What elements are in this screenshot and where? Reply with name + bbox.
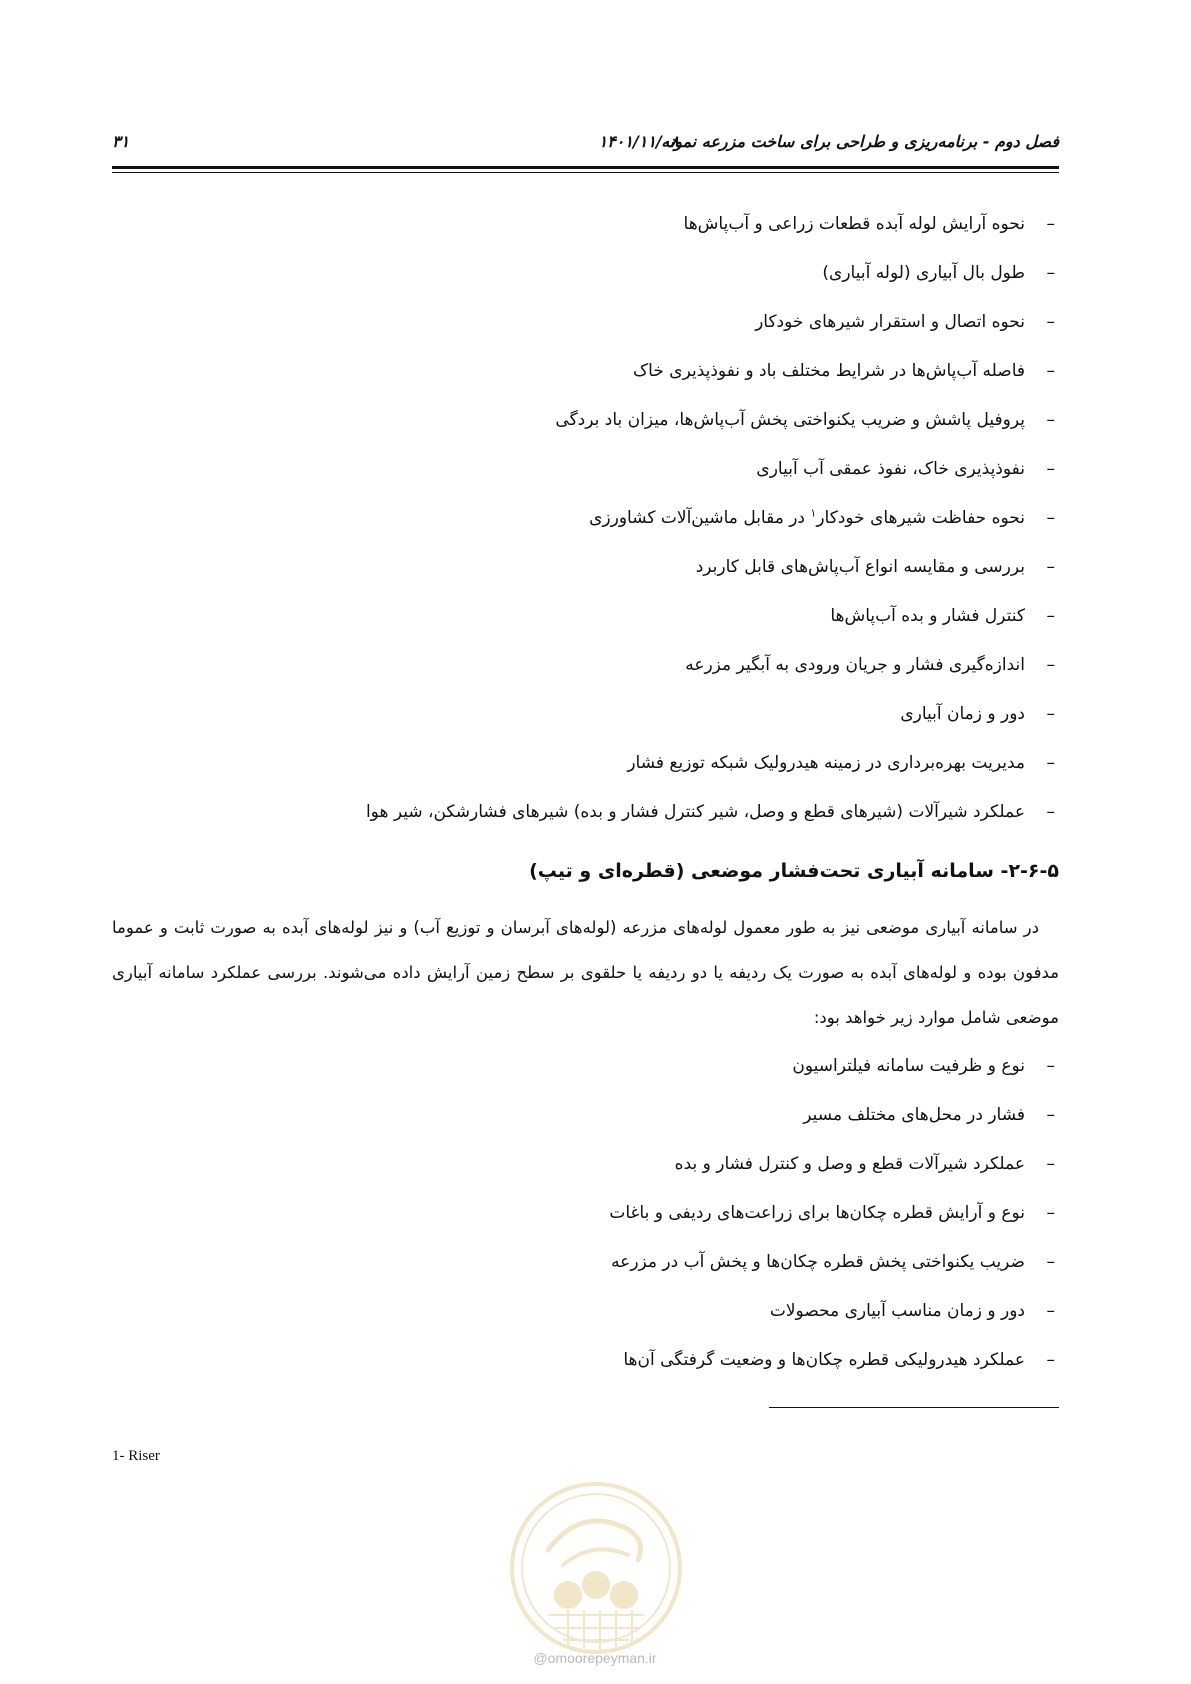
bullet-dash: – — [1046, 263, 1055, 283]
list-item: – دور و زمان مناسب آبیاری محصولات — [112, 1287, 1025, 1336]
section-paragraph: در سامانه آبیاری موضعی نیز به طور معمول لوله‌های مزرعه (لوله‌های آبرسان و توزیع آب) و نیز لوله‌های آبده به صورت ثابت و عموما مدفون بوده و لوله‌های آبده به صورت یک ردیفه یا دو ردیفه یا حلقوی بر سطح زمین آرایش داده می‌شوند. بررسی عملکرد سامانه آبیاری موضعی شامل موارد زیر خواهد بود: — [112, 918, 1059, 1027]
list-item: – کنترل فشار و بده آب‌پاش‌ها — [112, 592, 1025, 641]
header-rule-thick — [112, 166, 1059, 169]
list-item: – نوع و ظرفیت سامانه فیلتراسیون — [112, 1042, 1025, 1091]
watermark-logo-icon — [508, 1480, 684, 1656]
chapter-title: فصل دوم - برنامه‌ریزی و طراحی برای ساخت مزرعه نمونه — [661, 132, 1059, 151]
watermark-url: @omoorepeyman.ir — [533, 1650, 657, 1666]
list-item: – ضریب یکنواختی پخش قطره چکان‌ها و پخش آب در مزرعه — [112, 1238, 1025, 1287]
list-item: – نحوه آرایش لوله آبده قطعات زراعی و آب‌پاش‌ها — [112, 200, 1025, 249]
bullet-dash: – — [1046, 1203, 1055, 1223]
footnote-separator — [769, 1407, 1059, 1408]
bullet-dash: – — [1046, 1252, 1055, 1272]
list-item: – عملکرد شیرآلات (شیرهای قطع و وصل، شیر کنترل فشار و بده) شیرهای فشارشکن، شیر هوا — [112, 788, 1025, 837]
footnote-ref: ۱ — [810, 506, 817, 520]
header-date: ۱۴۰۱/۱۱/۰۸ — [598, 132, 679, 151]
bullet-dash: – — [1046, 655, 1055, 675]
bullet-dash: – — [1046, 704, 1055, 724]
footnote: 1- Riser — [112, 1448, 160, 1464]
list-item: – طول بال آبیاری (لوله آبیاری) — [112, 249, 1025, 298]
list-item: – بررسی و مقایسه انواع آب‌پاش‌های قابل کاربرد — [112, 543, 1025, 592]
bullet-dash: – — [1046, 410, 1055, 430]
bullet-dash: – — [1046, 557, 1055, 577]
page-content — [112, 200, 1059, 1385]
bullet-dash: – — [1046, 802, 1055, 822]
bullet-list-sprinkler — [112, 200, 1059, 837]
list-item: – عملکرد هیدرولیکی قطره چکان‌ها و وضعیت گرفتگی آن‌ها — [112, 1336, 1025, 1385]
bullet-dash: – — [1046, 361, 1055, 381]
bullet-dash: – — [1046, 1105, 1055, 1125]
bullet-dash: – — [1046, 1154, 1055, 1174]
bullet-list-drip — [112, 1042, 1059, 1385]
bullet-dash: – — [1046, 753, 1055, 773]
page-number: ۳۱ — [112, 132, 130, 151]
page-header — [112, 128, 1059, 164]
bullet-dash: – — [1046, 1301, 1055, 1321]
list-item: – مدیریت بهره‌برداری در زمینه هیدرولیک شبکه توزیع فشار — [112, 739, 1025, 788]
list-item: – پروفیل پاشش و ضریب یکنواختی پخش آب‌پاش‌ها، میزان باد بردگی — [112, 396, 1025, 445]
list-item: – عملکرد شیرآلات قطع و وصل و کنترل فشار و بده — [112, 1140, 1025, 1189]
list-item: – دور و زمان آبیاری — [112, 690, 1025, 739]
bullet-dash: – — [1046, 214, 1055, 234]
list-item: – نحوه اتصال و استقرار شیرهای خودکار — [112, 298, 1025, 347]
header-rule-thin — [112, 172, 1059, 173]
bullet-dash: – — [1046, 508, 1055, 528]
bullet-dash: – — [1046, 312, 1055, 332]
list-item: – فاصله آب‌پاش‌ها در شرایط مختلف باد و نفوذپذیری خاک — [112, 347, 1025, 396]
bullet-dash: – — [1046, 606, 1055, 626]
bullet-dash: – — [1046, 459, 1055, 479]
list-item: – نحوه حفاظت شیرهای خودکار$^۱$ در مقابل ماشین‌آلات کشاورزی — [112, 494, 1025, 543]
list-item: – نفوذپذیری خاک، نفوذ عمقی آب آبیاری — [112, 445, 1025, 494]
section-heading: ۲-۶-۵- سامانه آبیاری تحت‌فشار موضعی (قطره‌ای و تیپ) — [529, 860, 1059, 882]
bullet-dash: – — [1046, 1056, 1055, 1076]
bullet-dash: – — [1046, 1350, 1055, 1370]
list-item: – فشار در محل‌های مختلف مسیر — [112, 1091, 1025, 1140]
list-item: – نوع و آرایش قطره چکان‌ها برای زراعت‌های ردیفی و باغات — [112, 1189, 1025, 1238]
list-item: – اندازه‌گیری فشار و جریان ورودی به آبگیر مزرعه — [112, 641, 1025, 690]
